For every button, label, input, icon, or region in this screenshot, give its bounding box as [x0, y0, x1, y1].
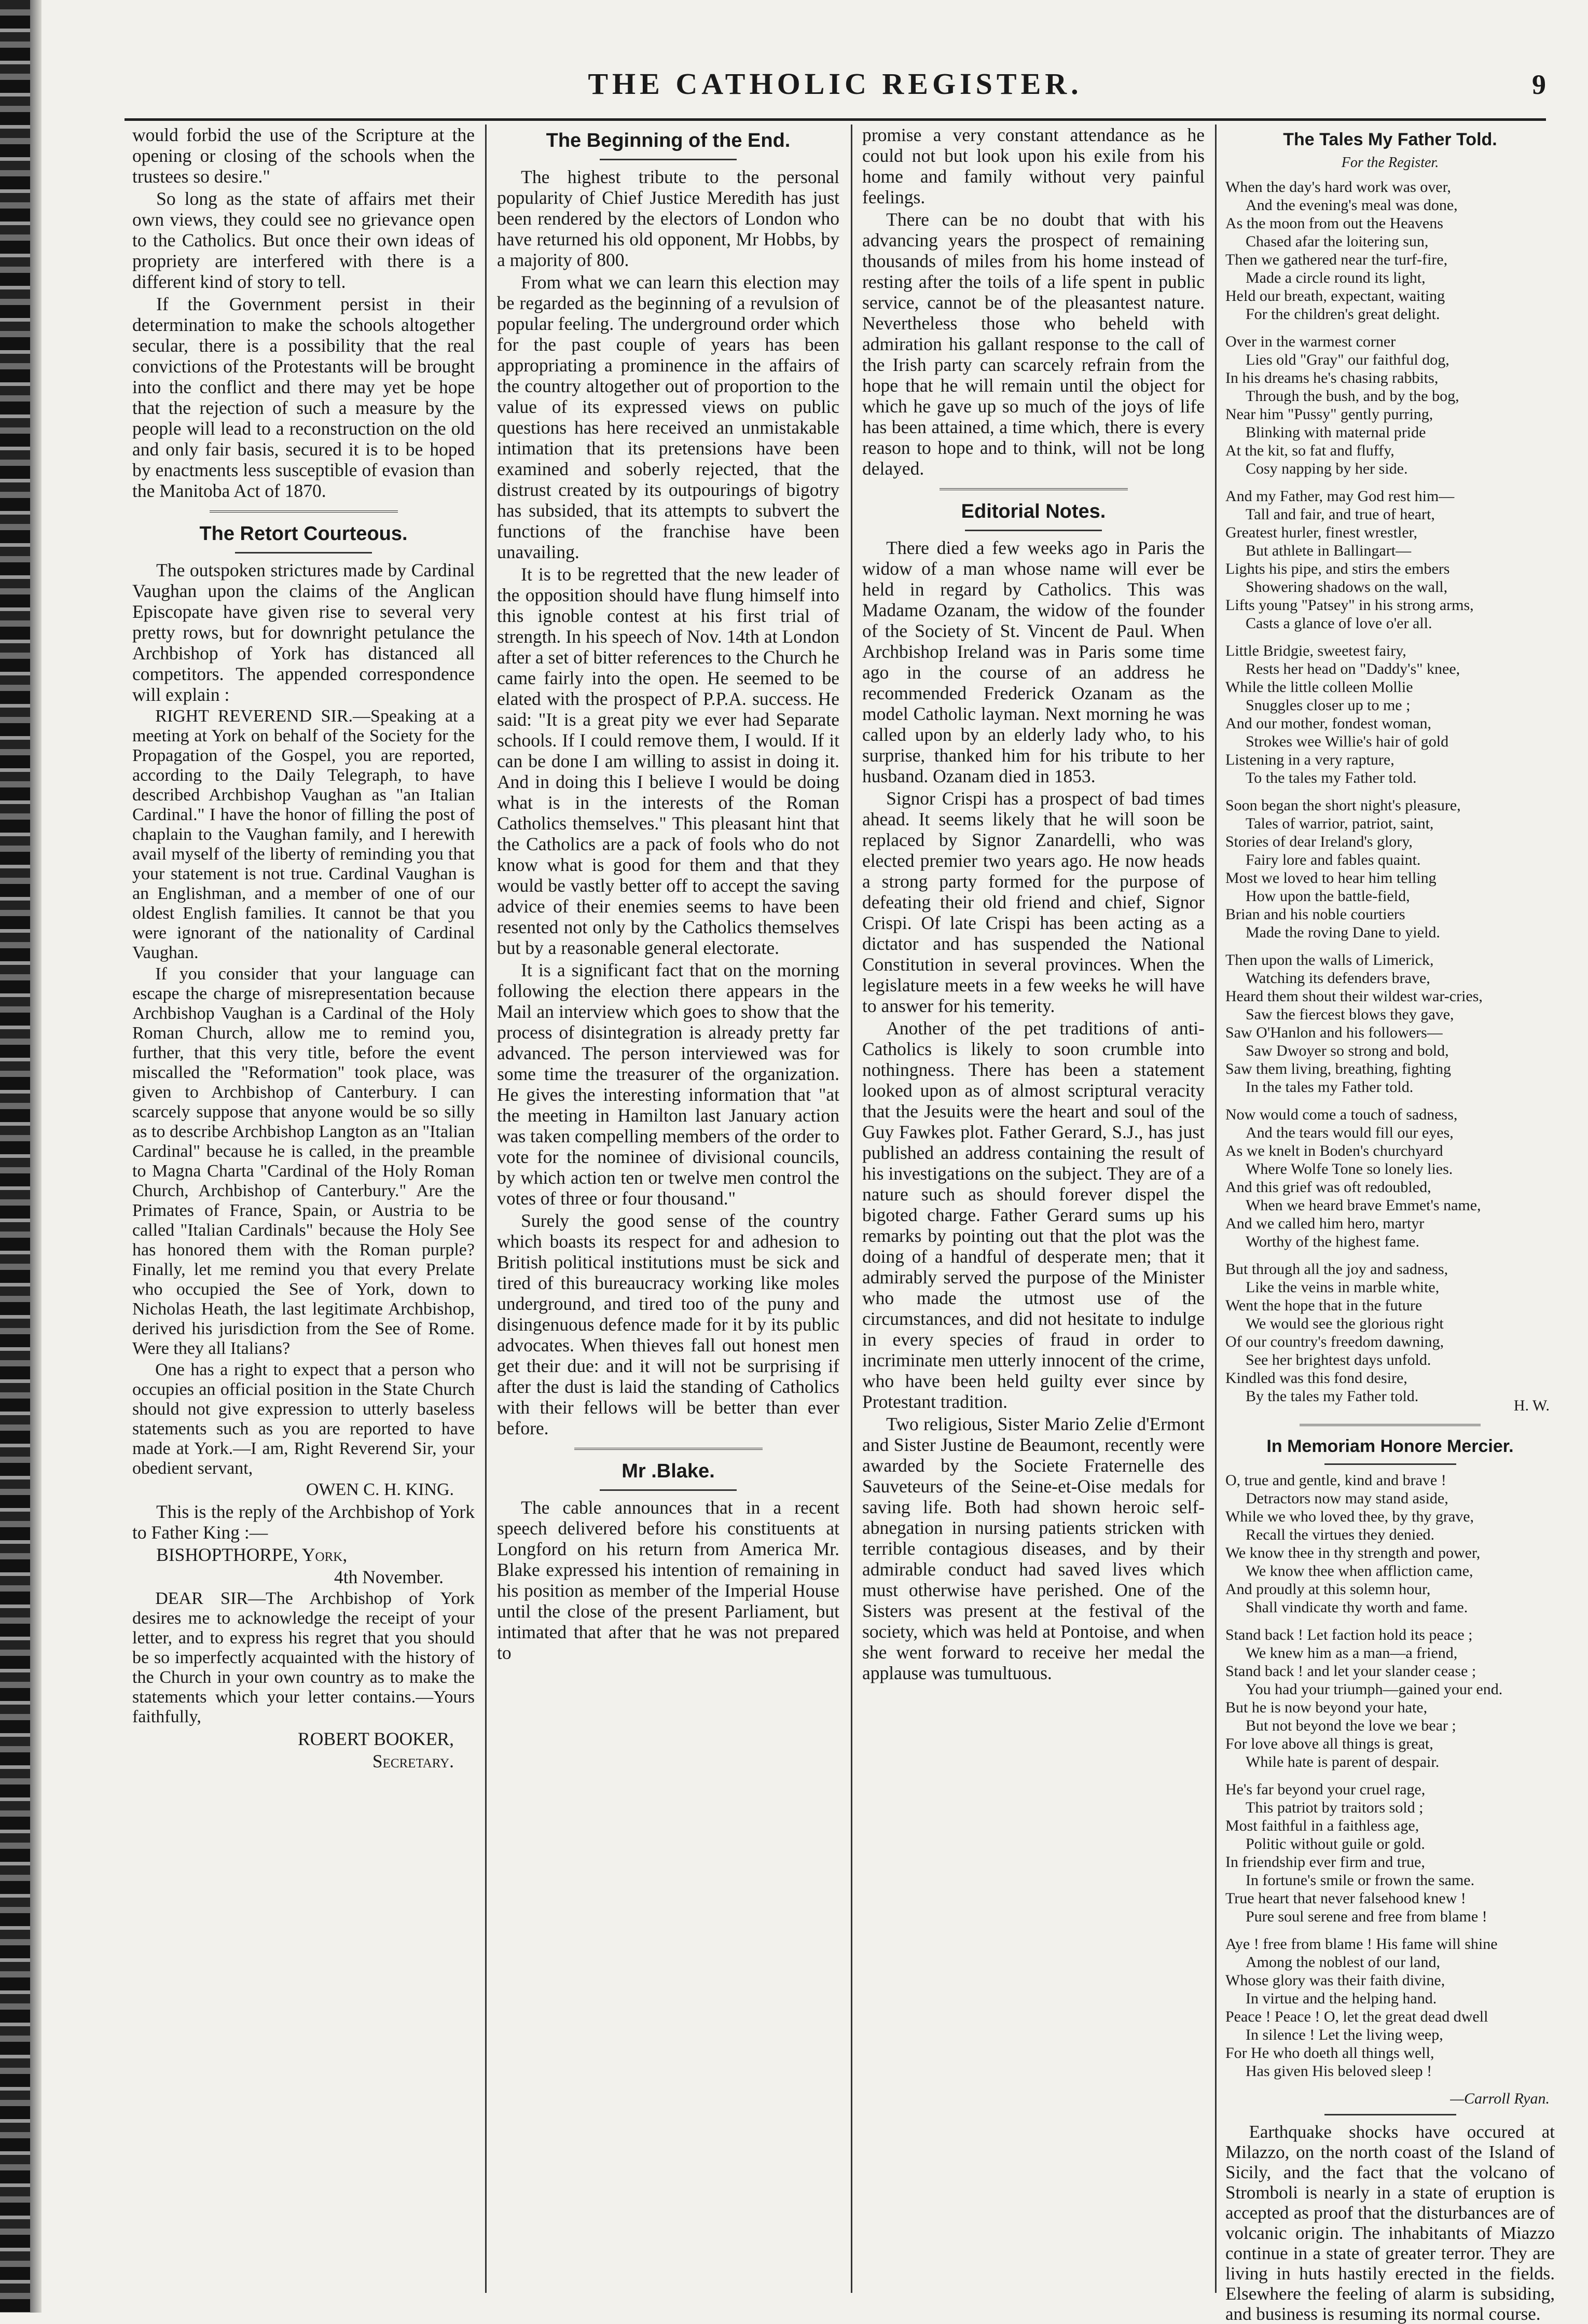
article-heading: The Beginning of the End. — [546, 130, 791, 151]
poem-title: The Tales My Father Told. — [1283, 130, 1497, 149]
poem-line: Then upon the walls of Limerick, — [1225, 951, 1434, 969]
paragraph: If the Government persist in their determination to make the schools altogether secular, there is a possibility that the real convictions of the Protestants will be brought into the conflict and there may yet be hope that the rejection of such a measure by the people will lead to a reconstruction on the old and only fair basis, secured it is to be hoped by enactments less susceptible of evasion than the Manitoba Act of 1870. — [132, 294, 475, 501]
poem-line: And our mother, fondest woman, — [1225, 715, 1432, 732]
binding-shadow — [30, 0, 42, 2313]
paragraph: This is the reply of the Archbishop of York to Father King :— — [132, 1501, 475, 1543]
poem-line: Aye ! free from blame ! His fame will shine — [1225, 1935, 1498, 1953]
letter-paragraph: One has a right to expect that a person who occupies an official position in the State Church should not give expression to utterly baseless statements such as you are reported to have made at York.—I am, Right Reverend Sir, your obedient servant, — [132, 1360, 475, 1478]
poem-line: Politic without guile or gold. — [1246, 1835, 1425, 1852]
poem-line: Lies old "Gray" our faithful dog, — [1246, 351, 1449, 368]
letter-booker — [132, 1589, 475, 1727]
poem-line: Snuggles closer up to me ; — [1246, 697, 1411, 714]
column-2 — [497, 125, 839, 2298]
paragraph: There can be no doubt that with his advancing years the prospect of remaining thousands of miles from his home instead of resting after the toils of a life spent in public service, cannot be of the pleasantest nature. Nevertheless those who beheld with admiration his gallant response to the call of the Irish party can scarcely refrain from the hope that he will remain until the object for which he gave up so much of the joys of life has been attained, a time which, there is every reason to hope and to think, will not be long delayed. — [862, 209, 1205, 479]
poem-line: O, true and gentle, kind and brave ! — [1225, 1472, 1446, 1489]
masthead — [125, 61, 1546, 118]
poem-line: Where Wolfe Tone so lonely lies. — [1246, 1160, 1453, 1178]
poem-line: Over in the warmest corner — [1225, 333, 1396, 350]
poem-stanza — [1225, 1105, 1555, 1251]
poem-line: As the moon from out the Heavens — [1225, 215, 1443, 232]
column-rule — [485, 125, 487, 2293]
signature: OWEN C. H. KING. — [306, 1480, 454, 1499]
poem-line: Detractors now may stand aside, — [1246, 1490, 1448, 1507]
poem-line: For He who doeth all things well, — [1225, 2044, 1434, 2062]
poem-line: We knew him as a man—a friend, — [1246, 1644, 1458, 1662]
poem-initials: H. W. — [1513, 1397, 1550, 1414]
letter-paragraph: If you consider that your language can escape the charge of misrepresentation because Archbishop Vaughan is a Cardinal of the Holy Roman Church, allow me to remind you, further, that this very title, before the event miscalled the "Reformation" took place, was given to Archbishop of Canterbury. I can scarcely suppose that anyone would be so silly as to describe Archbishop Langton as an "Italian Cardinal" because he is called, in the preamble to Magna Charta "Cardinal of the Holy Roman Church, Archbishop of Canterbury." Are the Primates of France, Spain, or Austria to be called "Italian Cardinals" because the Holy See has honored them with the Roman purple? Finally, let me remind you that every Prelate who occupied the See of York, down to Nicholas Heath, the last legitimate Archbishop, derived his jurisdiction from the See of Rome. Were they all Italians? — [132, 964, 475, 1358]
poem-stanza — [1225, 1471, 1555, 1616]
poem-line: Kindled was this fond desire, — [1225, 1370, 1407, 1387]
poem-line: But not beyond the love we bear ; — [1246, 1717, 1456, 1734]
poem-line: Then we gathered near the turf-fire, — [1225, 251, 1448, 268]
poem-line: For the children's great delight. — [1246, 306, 1440, 323]
poem-line: Saw O'Hanlon and his followers— — [1225, 1024, 1443, 1041]
poem-line: We know thee when affliction came, — [1246, 1562, 1473, 1580]
poem-line: Whose glory was their faith divine, — [1225, 1972, 1445, 1989]
paragraph: Surely the good sense of the country which boasts its respect for and adhesion to British political institutions must be sick and tired of this bureaucracy working like moles underground, and tired too of the puny and disingenuous defence made for it by its public advocates. When thieves fall out honest men get their due: and it will not be surprising if after the dust is laid the standing of Catholics with their fellows will be better than ever before. — [497, 1210, 839, 1438]
paragraph: There died a few weeks ago in Paris the widow of a man whose name will ever be held in regard by Catholics. This was Madame Ozanam, the widow of the founder of the Society of St. Vincent de Paul. When Archbishop Ireland was in Paris some time ago in the course of an address he recommended Frederick Ozanam as the model Catholic layman. Next morning he was called upon by an elderly lady who, to his surprise, thanked him for his tribute to her husband. Ozanam died in 1853. — [862, 537, 1205, 786]
poem-line: Stand back ! Let faction hold its peace ; — [1225, 1626, 1473, 1643]
poem-line: He's far beyond your cruel rage, — [1225, 1781, 1426, 1798]
poem-line: Listening in a very rapture, — [1225, 751, 1394, 768]
poem-line: Tall and fair, and true of heart, — [1246, 506, 1435, 523]
poem-line: When we heard brave Emmet's name, — [1246, 1197, 1481, 1214]
poem-line: Now would come a touch of sadness, — [1225, 1106, 1458, 1123]
poem-body — [1225, 1471, 1555, 2080]
paragraph: promise a very constant attendance as he could not but look upon his exile from his home and family without very painful feelings. — [862, 125, 1205, 208]
paragraph: Earthquake shocks have occured at Milazzo, on the north coast of the Island of Sicily, and the fact that the volcano of Stromboli is nearly in a state of eruption is accepted as proof that the disturbances are of volcanic origin. The inhabitants of Miazzo continue in a state of greater terror. They are living in huts hastily erected in the fields. Elsewhere the feeling of alarm is subsiding, and business is resuming its normal course. — [1225, 2122, 1555, 2324]
poem-stanza — [1225, 1260, 1555, 1405]
poem-body — [1225, 178, 1555, 1405]
poem-line: Lights his pipe, and stirs the embers — [1225, 560, 1450, 577]
poem-stanza — [1225, 642, 1555, 787]
poem-line: For love above all things is great, — [1225, 1735, 1433, 1752]
poem-stanza — [1225, 178, 1555, 323]
poem-line: Watching its defenders brave, — [1246, 970, 1430, 987]
section-divider — [574, 1448, 763, 1450]
heading-rule — [235, 552, 372, 554]
poem-line: Stand back ! and let your slander cease ; — [1225, 1663, 1476, 1680]
paragraph: The cable announces that in a recent speech delivered before his constituents at Longford on his return from America Mr. Blake expressed his intention of remaining in his position as member of the Imperial House until the close of the present Parliament, but intimated that after that he was not prepared to — [497, 1497, 839, 1663]
poem-title: In Memoriam Honore Mercier. — [1266, 1436, 1514, 1456]
poem-line: In his dreams he's chasing rabbits, — [1225, 369, 1439, 386]
paragraph: From what we can learn this election may be regarded as the beginning of a revulsion of popular feeling. The underground order which for the past couple of years has been appropriating a prominence in the affairs of the country altogether out of proportion to the value of its expressed views on public questions has here received an unmistakable intimation that its pretensions have been examined and soberly rejected, that the distrust created by its outpourings of bigotry has subsided, that its attempts to subvert the functions of the franchise have been unavailing. — [497, 272, 839, 562]
poem-line: Peace ! Peace ! O, let the great dead dwell — [1225, 2008, 1488, 2025]
page-number: 9 — [1532, 69, 1546, 100]
poem-line: Saw Dwoyer so strong and bold, — [1246, 1042, 1449, 1059]
poem-line: In virtue and the helping hand. — [1246, 1990, 1437, 2007]
paragraph: Another of the pet traditions of anti-Catholics is likely to soon crumble into nothingness. There has been a statement looked upon as of almost scriptural veracity that the Jesuits were the heart and soul of the Guy Fawkes plot. Father Gerard, S.J., has just published an address containing the result of his investigations on the subject. They are of a nature such as should forever dispel the bigoted charge. Father Gerard sums up his remarks by pointing out that the plot was the doing of a handful of desperate men; that it admirably served the purpose of the Minister who made the utmost use of the circumstances, and did not hesitate to indulge in every species of fraud in order to incriminate men utterly innocent of the crime, who have been held guilty ever since by Protestant tradition. — [862, 1018, 1205, 1412]
poem-line: Worthy of the highest fame. — [1246, 1233, 1419, 1250]
poem-line: Pure soul serene and free from blame ! — [1246, 1908, 1487, 1925]
poem-line: We know thee in thy strength and power, — [1225, 1544, 1481, 1561]
poem-line: But athlete in Ballingart— — [1246, 542, 1412, 559]
poem-line: But through all the joy and sadness, — [1225, 1261, 1448, 1278]
poem-line: And the evening's meal was done, — [1246, 197, 1458, 214]
article-heading: Mr .Blake. — [622, 1460, 715, 1482]
poem-line: When the day's hard work was over, — [1225, 178, 1451, 196]
poem-line: Stories of dear Ireland's glory, — [1225, 833, 1413, 850]
poem-line: But he is now beyond your hate, — [1225, 1699, 1428, 1716]
poem-stanza — [1225, 1935, 1555, 2080]
letter-paragraph: DEAR SIR—The Archbishop of York desires me to acknowledge the receipt of your letter, and to express his regret that you should be so imperfectly acquainted with the history of the Church in your own country as to make the statements which your letter contains.—Yours faithfully, — [132, 1589, 475, 1726]
poem-line: And we called him hero, martyr — [1225, 1215, 1425, 1232]
poem-line: While we who loved thee, by thy grave, — [1225, 1508, 1474, 1525]
poem-stanza — [1225, 333, 1555, 478]
poem-line: While the little colleen Mollie — [1225, 679, 1413, 696]
poem-line: Lifts young "Patsey" in his strong arms, — [1225, 597, 1474, 614]
poem-line: Heard them shout their wildest war-cries, — [1225, 988, 1483, 1005]
poem-line: At the kit, so fat and fluffy, — [1225, 442, 1394, 459]
paragraph: Signor Crispi has a prospect of bad times ahead. It seems likely that he will soon be replaced by Signor Zanardelli, who was elected premier two years ago. He now heads a strong party formed for the purpose of defeating their old friend and chief, Signor Crispi. Of late Crispi has been acting as a dictator and has suspended the National Constitution in several provinces. When the legislature meets in a few weeks he will have to answer for his temerity. — [862, 788, 1205, 1016]
poem-line: Most we loved to hear him telling — [1225, 869, 1437, 887]
paragraph: would forbid the use of the Scripture at the opening or closing of the schools when the trustees so desire." — [132, 125, 475, 187]
poem-line: Soon began the short night's pleasure, — [1225, 797, 1461, 814]
paragraph: The highest tribute to the personal popularity of Chief Justice Meredith has just been rendered by the electors of London who have returned his old opponent, Mr Hobbs, by a majority of 800. — [497, 167, 839, 270]
letter-address: BISHOPTHORPE, York, — [156, 1544, 348, 1565]
column-rule — [1215, 125, 1217, 2293]
binding-edge — [0, 0, 30, 2313]
poem-line: Made the roving Dane to yield. — [1246, 924, 1440, 941]
heading-rule — [1324, 2114, 1456, 2115]
poem-line: And my Father, may God rest him— — [1225, 488, 1455, 505]
poem-line: And the tears would fill our eyes, — [1246, 1124, 1454, 1141]
poem-line: Of our country's freedom dawning, — [1225, 1333, 1444, 1350]
letter-date: 4th November. — [334, 1567, 444, 1587]
poem-line: Chased afar the loitering sun, — [1246, 233, 1429, 250]
poem-stanza — [1225, 1626, 1555, 1771]
heading-rule — [600, 1489, 737, 1491]
heading-rule — [600, 159, 737, 160]
poem-line: How upon the battle-field, — [1246, 888, 1410, 905]
poem-line: In the tales my Father told. — [1246, 1078, 1414, 1096]
poem-line: And this grief was oft redoubled, — [1225, 1179, 1431, 1196]
section-divider — [940, 488, 1128, 490]
section-divider — [210, 510, 398, 513]
column-1 — [132, 125, 475, 2298]
poem-line: Little Bridgie, sweetest fairy, — [1225, 642, 1406, 659]
poem-line: Near him "Pussy" gently purring, — [1225, 406, 1433, 423]
column-3 — [862, 125, 1205, 2298]
poem-line: Among the noblest of our land, — [1246, 1954, 1440, 1971]
poem-line: Shall vindicate thy worth and fame. — [1246, 1599, 1468, 1616]
poem-line: We would see the glorious right — [1246, 1315, 1444, 1332]
poem-line: Showering shadows on the wall, — [1246, 578, 1448, 596]
paragraph: It is a significant fact that on the morning following the election there appears in the Mail an interview which goes to show that the process of disintegration is already pretty far advanced. The person interviewed was for some time the treasurer of the organization. He gives the interesting information that "at the meeting in Hamilton last January action was taken compelling members of the order to vote for the nominee of divisional councils, by which action ten or twelve men control the votes of three or four thousand." — [497, 960, 839, 1209]
heading-rule — [965, 530, 1102, 531]
poem-line: Rests her head on "Daddy's" knee, — [1246, 660, 1460, 677]
poem-line: In friendship ever firm and true, — [1225, 1853, 1425, 1871]
poem-line: Tales of warrior, patriot, saint, — [1246, 815, 1434, 832]
paragraph: Two religious, Sister Mario Zelie d'Ermont and Sister Justine de Beaumont, recently were awarded by the Societe Fraternelle des Sauveteurs of the Seine-et-Oise medals for saving life. Both had shown heroic self-abnegation in nursing patients stricken with terrible contagious diseases, and by their admirable conduct had saved lives which must otherwise have perished. One of the Sisters was present at the festival of the society, which was held at Pontoise, and when she went forward to receive her medal the applause was tumultuous. — [862, 1414, 1205, 1683]
poem-line: Cosy napping by her side. — [1246, 460, 1408, 477]
column-rule — [851, 125, 852, 2293]
poem-line: Made a circle round its light, — [1246, 269, 1426, 286]
poem-line: To the tales my Father told. — [1246, 769, 1417, 786]
letter-paragraph: RIGHT REVEREND SIR.—Speaking at a meeting at York on behalf of the Society for the Propagation of the Gospel, you are reported, according to the Daily Telegraph, to have described Archbishop Vaughan as "an Italian Cardinal." I have the honor of filling the post of chaplain to the Vaughan family, and I herewith avail myself of the liberty of reminding you that your statement is not true. Cardinal Vaughan is an Englishman, and a member of one of our oldest English families. It cannot be that you were ignorant of the nationality of Cardinal Vaughan. — [132, 707, 475, 962]
poem-line: As we knelt in Boden's churchyard — [1225, 1142, 1443, 1159]
poem-line: Brian and his noble courtiers — [1225, 906, 1405, 923]
poem-stanza — [1225, 796, 1555, 942]
poem-line: Fairy lore and fables quaint. — [1246, 851, 1421, 868]
poem-line: And proudly at this solemn hour, — [1225, 1581, 1431, 1598]
letter-king — [132, 707, 475, 1500]
poem-author: —Carroll Ryan. — [1450, 2090, 1550, 2107]
paragraph: It is to be regretted that the new leader of the opposition should have flung himself into this ignoble contest at his first trial of strength. In his speech of Nov. 14th at London after a set of bitter references to the Church he came fairly into the open. He seemed to be elated with the prospect of P.P.A. success. He said: "It is a great pity we ever had Separate schools. If I could remove them, I would. If it can be done I am willing to assist in doing it. And in doing this I believe I would be doing what is in the interests of the Roman Catholics themselves." This pleasant hint that the Catholics are a pack of fools who do not know what is good for them and that they would be vastly better off to accept the saving advice of their enemies seems to have been resented not only by the Catholics themselves but by a reasonable general electorate. — [497, 564, 839, 958]
poem-line: Strokes wee Willie's hair of gold — [1246, 733, 1449, 750]
poem-line: True heart that never falsehood knew ! — [1225, 1890, 1466, 1907]
poem-line: Saw the fiercest blows they gave, — [1246, 1006, 1454, 1023]
poem-line: In silence ! Let the living weep, — [1246, 2026, 1443, 2043]
poem-line: While hate is parent of despair. — [1246, 1753, 1440, 1770]
poem-stanza — [1225, 487, 1555, 632]
poem-line: In fortune's smile or frown the same. — [1246, 1872, 1475, 1889]
poem-line: Went the hope that in the future — [1225, 1297, 1423, 1314]
poem-stanza — [1225, 1780, 1555, 1926]
newspaper-title: THE CATHOLIC REGISTER. — [588, 67, 1083, 101]
signature-title: Secretary. — [372, 1751, 454, 1772]
poem-line: Recall the virtues they denied. — [1246, 1526, 1435, 1543]
article-heading: Editorial Notes. — [961, 501, 1106, 522]
poem-line: By the tales my Father told. — [1246, 1388, 1419, 1405]
poem-line: Greatest hurler, finest wrestler, — [1225, 524, 1417, 541]
poem-line: Most faithful in a faithless age, — [1225, 1817, 1419, 1834]
paragraph: So long as the state of affairs met their own views, they could see no grievance open to the Catholics. But once their own ideas of propriety are interfered with there is a different kind of story to tell. — [132, 188, 475, 292]
poem-line: This patriot by traitors sold ; — [1246, 1799, 1424, 1816]
section-divider — [1300, 1424, 1481, 1426]
poem-line: Blinking with maternal pride — [1246, 424, 1426, 441]
poem-line: Casts a glance of love o'er all. — [1246, 615, 1432, 632]
poem-line: See her brightest days unfold. — [1246, 1351, 1431, 1368]
poem-subtitle: For the Register. — [1341, 155, 1439, 171]
poem-line: Like the veins in marble white, — [1246, 1279, 1440, 1296]
poem-stanza — [1225, 951, 1555, 1096]
heading-rule — [1324, 1463, 1456, 1465]
paragraph: The outspoken strictures made by Cardinal Vaughan upon the claims of the Anglican Episcopate have given rise to several very pretty rows, but for downright petulance the Archbishop of York has distanced all competitors. The appended correspondence will explain : — [132, 560, 475, 705]
poem-line: Through the bush, and by the bog, — [1246, 388, 1459, 405]
column-4 — [1225, 125, 1555, 2324]
article-heading: The Retort Courteous. — [199, 523, 408, 545]
header-rule — [125, 118, 1546, 121]
poem-line: You had your triumph—gained your end. — [1246, 1681, 1503, 1698]
poem-line: Has given His beloved sleep ! — [1246, 2063, 1432, 2080]
signature: ROBERT BOOKER, — [298, 1728, 454, 1749]
poem-line: Saw them living, breathing, fighting — [1225, 1060, 1451, 1077]
poem-line: Held our breath, expectant, waiting — [1225, 287, 1445, 305]
